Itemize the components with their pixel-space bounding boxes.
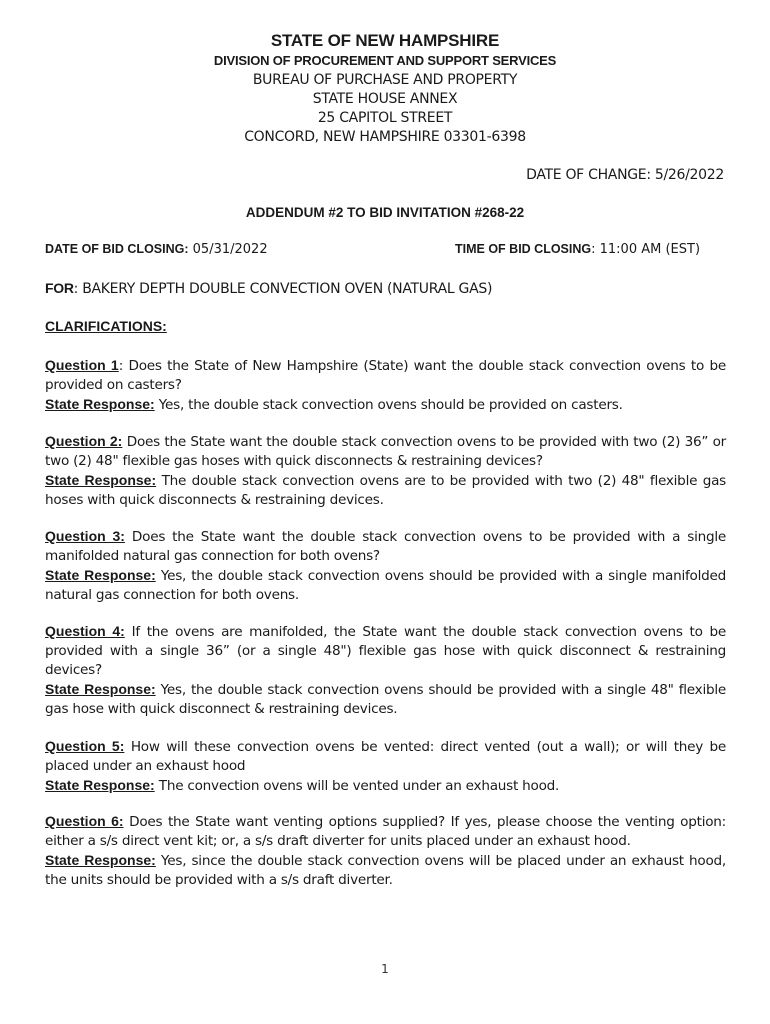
response-label: State Response: (45, 852, 156, 868)
question-text: How will these convection ovens be vented: direct vented (out a wall); or will they be placed under an exhaust hood (45, 739, 726, 774)
question-2 (45, 432, 726, 471)
response-text: Yes, the double stack convection ovens should be provided with a single 48" flexible gas hose with quick disconnect & restraining devices. (45, 682, 726, 717)
bid-closing-time (455, 242, 700, 257)
question-label: Question 2: (45, 433, 123, 449)
division-name: DIVISION OF PROCUREMENT AND SUPPORT SERVICES (213, 53, 557, 68)
addendum-title: ADDENDUM #2 TO BID INVITATION #268-22 (245, 205, 525, 220)
bid-closing-date (45, 242, 268, 257)
response-label: State Response: (45, 472, 157, 488)
question-label: Question 6: (45, 813, 124, 829)
response-6 (45, 851, 726, 890)
date-of-change: DATE OF CHANGE: 5/26/2022 (526, 167, 724, 183)
question-label: Question 4: (45, 623, 125, 639)
page-number: 1 (381, 962, 389, 976)
response-text: Yes, since the double stack convection ovens will be placed under an exhaust hood, the units should be provided with a s/s draft diverter. (45, 853, 727, 888)
qa-block-1 (45, 356, 726, 415)
qa-block-6 (45, 812, 726, 890)
response-4 (45, 680, 726, 719)
building-name: STATE HOUSE ANNEX (312, 91, 458, 107)
for-value: : BAKERY DEPTH DOUBLE CONVECTION OVEN (NATURAL GAS) (73, 281, 493, 297)
question-text: : Does the State of New Hampshire (State) want the double stack convection ovens to be provided on casters? (45, 358, 726, 393)
qa-block-3 (45, 527, 726, 605)
qa-block-5 (45, 737, 726, 796)
response-3 (45, 566, 726, 605)
question-3 (45, 527, 726, 566)
bid-closing-date-value: 05/31/2022 (192, 242, 268, 257)
question-text: If the ovens are manifolded, the State want the double stack convection ovens to be provided with a single 36” (or a single 48") flexible gas hose with quick disconnect & restraining devices? (45, 624, 726, 678)
response-label: State Response: (45, 681, 156, 697)
response-2 (45, 471, 726, 510)
question-1 (45, 356, 726, 395)
question-label: Question 5: (45, 738, 125, 754)
bid-closing-time-label: TIME OF BID CLOSING (455, 242, 592, 256)
city-address: CONCORD, NEW HAMPSHIRE 03301-6398 (244, 129, 526, 145)
response-text: Yes, the double stack convection ovens should be provided on casters. (154, 397, 623, 413)
qa-block-2 (45, 432, 726, 510)
response-5 (45, 776, 726, 796)
response-label: State Response: (45, 396, 155, 412)
question-label: Question 1 (45, 357, 119, 373)
response-label: State Response: (45, 567, 156, 583)
question-6 (45, 812, 726, 851)
response-text: The convection ovens will be vented under an exhaust hood. (154, 778, 560, 794)
question-text: Does the State want the double stack convection ovens to be provided with a single manifolded natural gas connection for both ovens? (45, 529, 726, 564)
response-1 (45, 395, 726, 415)
question-text: Does the State want venting options supplied? If yes, please choose the venting option: either a s/s direct vent kit; or, a s/s draft diverter for units placed under an exhaust hood. (45, 814, 726, 849)
question-5 (45, 737, 726, 776)
response-text: The double stack convection ovens are to be provided with two (2) 48" flexible gas hoses with quick disconnects & restraining devices. (45, 473, 726, 508)
question-text: Does the State want the double stack convection ovens to be provided with two (2) 36” or two (2) 48" flexible gas hoses with quick disconnects & restraining devices? (45, 434, 726, 469)
bid-closing-row (45, 242, 725, 257)
for-label: FOR (45, 280, 74, 296)
bid-closing-time-value: : 11:00 AM (EST) (591, 242, 701, 257)
clarifications-heading: CLARIFICATIONS: (45, 318, 167, 334)
bureau-name: BUREAU OF PURCHASE AND PROPERTY (252, 72, 518, 88)
for-line (45, 280, 492, 297)
street-address: 25 CAPITOL STREET (317, 110, 453, 126)
qa-block-4 (45, 622, 726, 719)
question-label: Question 3: (45, 528, 125, 544)
question-4 (45, 622, 726, 680)
bid-closing-date-label: DATE OF BID CLOSING: (45, 242, 189, 256)
state-title: STATE OF NEW HAMPSHIRE (270, 31, 500, 50)
response-label: State Response: (45, 777, 155, 793)
response-text: Yes, the double stack convection ovens should be provided with a single manifolded natural gas connection for both ovens. (45, 568, 726, 603)
